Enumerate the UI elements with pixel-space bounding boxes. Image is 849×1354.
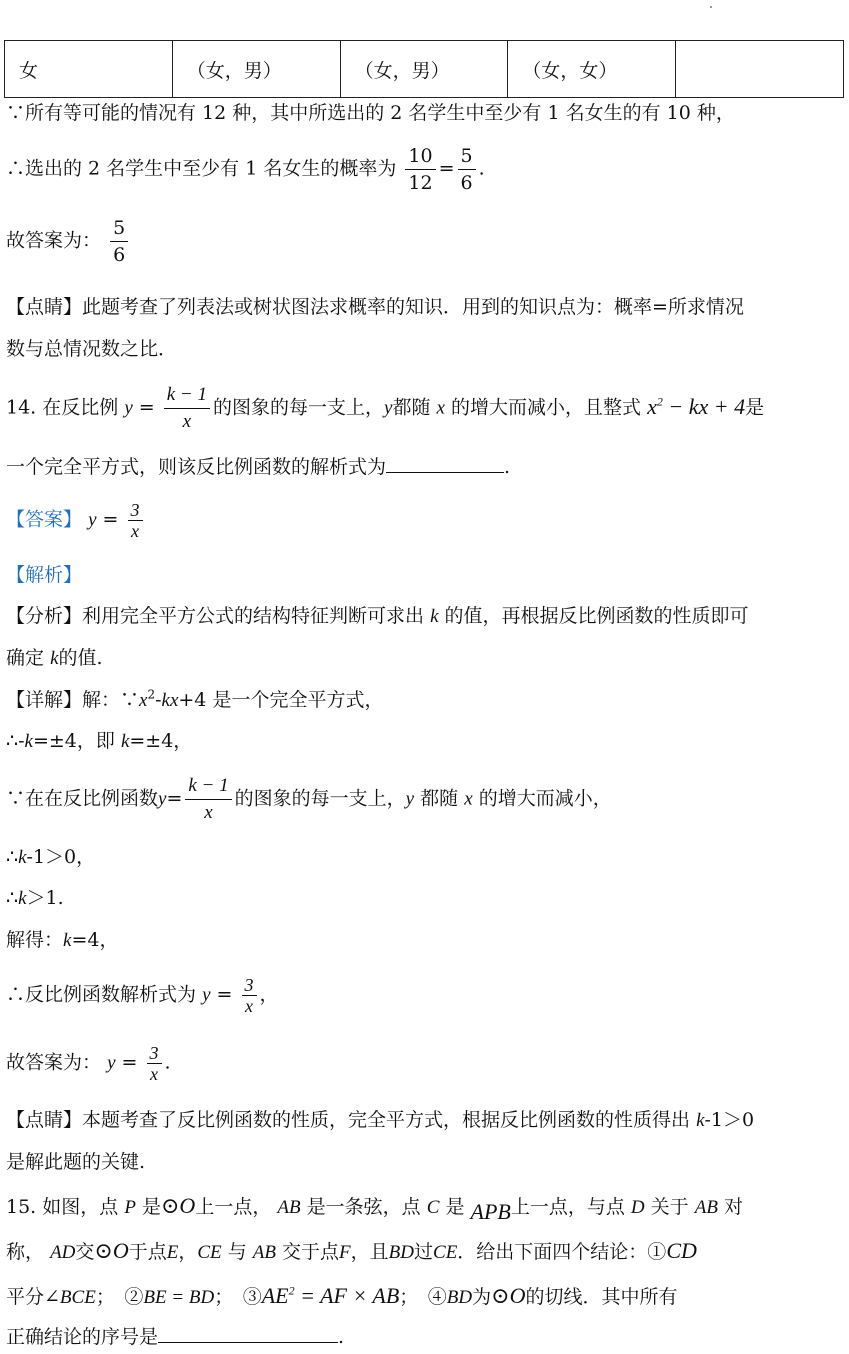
q14-comment-line1 [6,1108,754,1133]
text: 一个完全平方式，则该反比例函数的解析式为 [6,456,387,478]
frac-num: 3 [242,975,257,996]
q14-fenxi-line1 [6,604,749,629]
q14-fraction [164,382,210,435]
text: ∵在在反比例函数 [6,787,159,810]
point-d: D [630,1197,645,1218]
q15-line1 [6,1193,744,1224]
q13-line1: ∵所有等可能的情况有 12 种，其中所选出的 2 名学生中至少有 1 名女生的有 10 种， [6,102,735,124]
q13-comment-line1: 【点睛】此题考查了列表法或树状图法求概率的知识．用到的知识点为：概率=所求情况 [6,296,744,318]
text: -1＞0， [26,846,96,868]
var-k: k [18,847,27,868]
q14-step3 [6,845,95,870]
text: 的值. [58,647,103,669]
period: . [338,1326,345,1348]
frac-num: k − 1 [185,773,231,800]
segment-ce: CE [433,1242,458,1263]
text: 【详解】解：∵ [6,689,140,711]
text: -1＞0 [704,1109,755,1131]
frac-den: 6 [113,244,126,266]
outcome-table [4,40,844,98]
var-y: y [107,1052,116,1074]
text: 正确结论的序号是 [6,1326,159,1348]
var-y: y [405,788,415,810]
text: 交 [75,1241,95,1263]
text: 都随 [392,396,431,419]
text: - [155,689,162,711]
equals-sign: = [132,396,161,419]
segment-ab: AB [277,1197,301,1218]
analysis-tag: 【解析】 [6,564,83,586]
arc-apb: APB [470,1199,511,1224]
var-k: k [18,888,27,909]
text: 【点睛】本题考查了反比例函数的性质，完全平方式，根据反比例函数的性质得出 [6,1109,691,1131]
text: 的图象的每一支上， [234,787,406,810]
frac-den: x [150,1064,158,1084]
text: 的增大而减小， [478,787,612,810]
text: ， [259,983,279,1006]
answer-blank [386,454,504,473]
equals-sign: = [115,1051,144,1074]
frac-num: 3 [128,500,143,521]
text: 是一条弦，点 [306,1196,421,1218]
text: ∴反比例函数解析式为 [6,983,197,1006]
segment-cd: CD [666,1238,697,1263]
table-cell: （女，男） [340,41,508,98]
text: 平分 [6,1286,45,1308]
polynomial: $x^2$ − kx + 4 [647,393,746,419]
text: 都随 [420,787,459,810]
text: ∴ [6,846,19,868]
answer-label: 故答案为： [6,229,102,252]
text: ， [178,1241,198,1263]
q14-stem-line2 [6,454,510,479]
text: 为 [472,1286,492,1308]
var-k: k [24,731,33,752]
segment-bd: BD [388,1242,414,1263]
text: 上一点，与点 [510,1196,625,1218]
text: 关于 [650,1196,689,1218]
equals-sign: = [438,157,455,180]
page-speck [710,6,712,8]
q14-number: 14. 在反比例 [6,396,119,419]
segment-ab: AB [252,1242,276,1263]
text: =4， [71,929,119,951]
equals-sign: = [96,508,125,531]
text: 的图象的每一支上， [213,396,385,419]
text: 的切线．其中所有 [525,1286,678,1308]
q14-step4 [6,886,64,911]
var-x: x [464,788,473,810]
table-row [5,41,844,98]
q15-line4 [6,1324,344,1349]
text: 称， [6,1241,45,1263]
point-e: E [166,1242,179,1263]
text: ∴- [6,730,25,752]
var-y: y [124,397,133,419]
var-k: k [120,731,130,752]
angle-bce: ∠BCE [44,1287,96,1308]
step2-fraction [185,773,231,826]
text: 是 [141,1196,161,1218]
q14-step6 [6,975,279,1016]
point-p: P [124,1197,136,1218]
q14-stem-line1 [6,382,764,435]
segment-ab: AB [694,1197,718,1218]
q13-comment-line2: 数与总情况数之比． [6,338,178,360]
text: ＞1. [26,887,64,909]
step6-fraction [242,975,257,1016]
text: 过 [414,1241,434,1263]
text: 交于点 [282,1241,340,1263]
answer-fraction [110,215,128,268]
var-kx: kx [161,690,179,711]
var-y: y [202,984,211,1006]
var-x: x [139,690,148,711]
q15-number: 15. 如图，点 [6,1196,119,1218]
text: 对 [724,1196,744,1218]
equals-sign: = [166,787,183,810]
text: =±4，即 [32,730,115,752]
answer-label: 故答案为： [6,1051,102,1074]
text: 的值，再根据反比例函数的性质即可 [444,605,749,627]
frac-den: 12 [408,172,433,194]
text: ； ② [95,1286,144,1308]
var-k: k [430,606,439,627]
var-y: y [384,397,393,419]
point-f: F [339,1242,351,1263]
text: 确定 [6,647,45,669]
text: 解得： [6,929,64,951]
frac-num: 10 [405,143,435,170]
text: 的增大而减小，且整式 [451,396,642,419]
var-k: k [696,1110,705,1131]
text: 是 [445,1196,465,1218]
fraction-10-12 [405,143,435,196]
period: . [504,456,511,478]
text: 与 [227,1241,247,1263]
frac-num: 5 [458,143,476,170]
text: 是 [745,396,765,419]
text: ．给出下面四个结论：① [457,1241,667,1263]
text: 【分析】利用完全平方公式的结构特征判断可求出 [6,605,425,627]
table-cell: 女 [5,41,173,98]
text: 于点 [128,1241,167,1263]
circle-o: ⊙O [94,1238,129,1263]
table-cell: （女，男） [172,41,340,98]
equals-sign: = [210,983,239,1006]
equation-3: $AE^2$ = AF × AB [261,1283,400,1308]
exponent: 2 [147,687,156,702]
frac-den: x [245,996,253,1016]
q14-step2 [6,773,612,826]
text: +4 是一个完全平方式， [178,689,384,711]
text: 上一点， [195,1196,272,1218]
q13-line2 [6,143,485,196]
frac-num: k − 1 [164,382,210,409]
segment-ce: CE [197,1242,222,1263]
segment-ad: AD [50,1242,76,1263]
text: ∴ [6,887,19,909]
equation-2: BE = BD [143,1287,215,1308]
q14-final-answer [6,1043,171,1084]
frac-den: x [204,802,213,823]
var-x: x [436,397,445,419]
circle-o: ⊙O [160,1193,196,1218]
frac-num: 5 [110,215,128,242]
q13-answer [6,215,131,268]
q15-line2 [6,1239,697,1265]
q15-line3 [6,1284,677,1310]
table-cell [676,41,844,98]
var-y: y [88,509,97,531]
period: . [164,1051,171,1074]
text: ，且 [350,1241,389,1263]
point-c: C [426,1197,440,1218]
text: ； ④ [399,1286,447,1308]
fraction-5-6 [458,143,476,196]
circle-o: ⊙O [491,1283,526,1308]
frac-den: x [131,521,139,541]
q14-comment-line2: 是解此题的关键. [6,1151,146,1173]
q14-step5 [6,928,118,953]
var-k: k [50,648,59,669]
text: ； ③ [214,1286,262,1308]
period: . [478,157,485,180]
frac-den: 6 [460,172,473,194]
q14-detail-line [6,688,383,713]
frac-den: x [182,411,192,432]
q13-line2-text: ∴选出的 2 名学生中至少有 1 名女生的概率为 [6,157,397,180]
answer-blank [158,1324,338,1343]
final-fraction [147,1043,162,1084]
q14-fenxi-line2 [6,646,103,671]
answer-fraction [128,500,143,541]
segment-bd: BD [446,1287,473,1308]
q14-step1 [6,729,192,754]
text: =±4， [129,730,193,752]
table-cell: （女，女） [508,41,676,98]
answer-tag: 【答案】 [6,508,83,531]
var-y: y [158,788,167,810]
q14-answer [6,500,146,541]
frac-num: 3 [147,1043,162,1064]
var-k: k [63,930,72,951]
